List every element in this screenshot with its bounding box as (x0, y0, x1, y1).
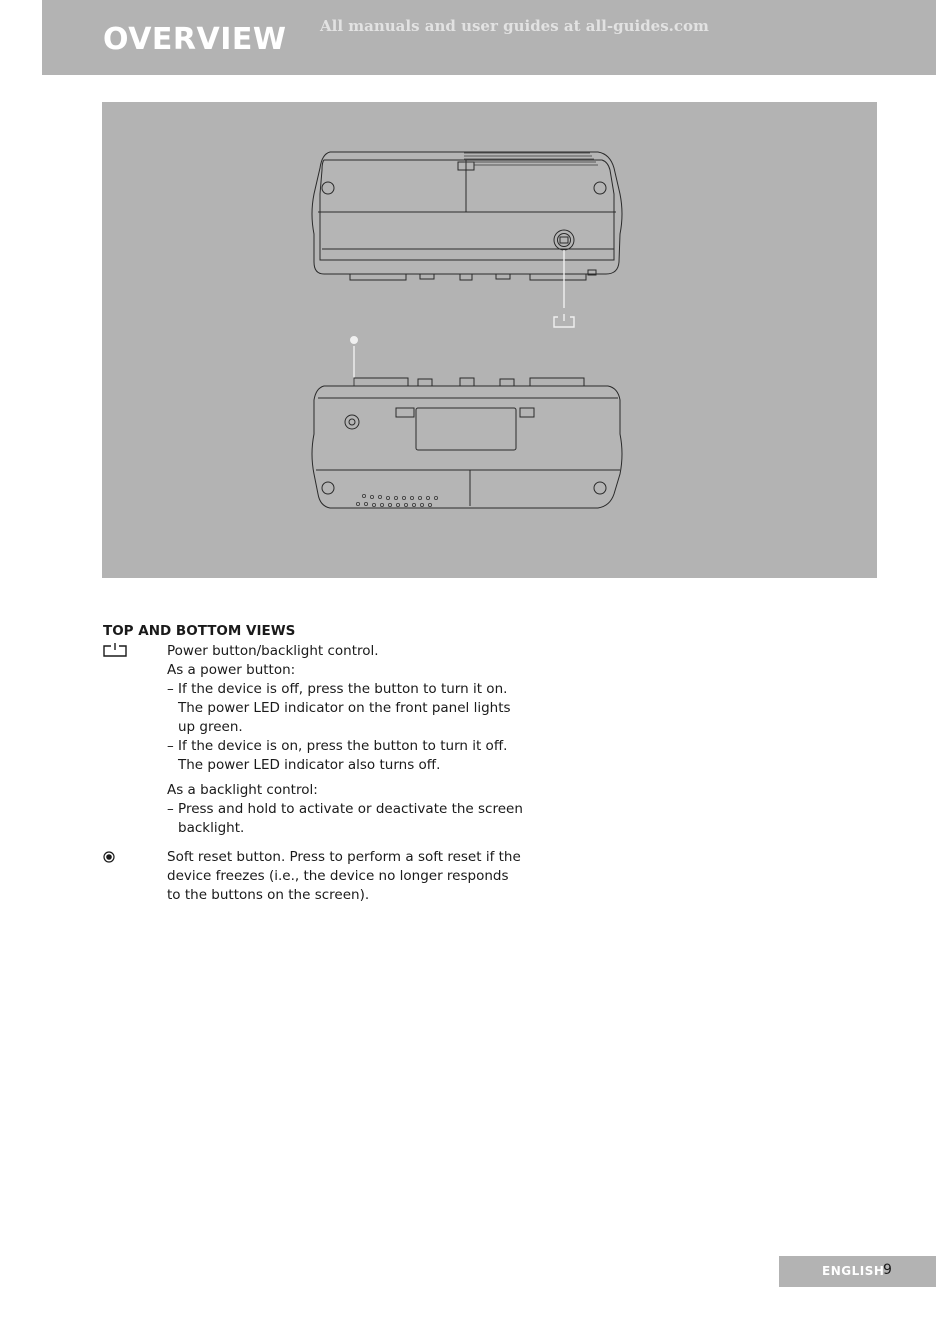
reset-button-entry (103, 848, 523, 905)
device-bottom-view (312, 337, 622, 509)
top-bottom-views-section (103, 622, 523, 905)
reset-description: Soft reset button. Press to perform a soft reset if the device freezes (i.e., the device no longer responds to the buttons on the screen). (167, 849, 521, 903)
device-illustration (102, 102, 877, 578)
power-button-entry (103, 642, 523, 838)
power-line: – If the device is on, press the button to turn it off. The power LED indicator also turns off. (167, 738, 508, 773)
power-button-icon (103, 642, 129, 664)
header-bar (42, 0, 936, 75)
device-top-view (312, 152, 622, 327)
power-line: As a backlight control: (167, 782, 318, 798)
page-number: 9 (883, 1262, 892, 1278)
watermark-text: All manuals and user guides at all-guides.com (320, 17, 709, 35)
power-button-description (167, 642, 523, 838)
power-line: Power button/backlight control. (167, 643, 379, 659)
device-illustration-panel (102, 102, 877, 578)
reset-button-icon (103, 848, 117, 870)
power-callout-icon (554, 314, 574, 327)
power-line: As a power button: (167, 662, 296, 678)
section-heading: TOP AND BOTTOM VIEWS (103, 623, 296, 639)
page-title: OVERVIEW (103, 22, 287, 57)
power-line: – If the device is off, press the button to turn it on. The power LED indicator on the front panel lights up green. (167, 681, 511, 735)
footer-bar (779, 1256, 936, 1287)
power-line: – Press and hold to activate or deactivate the screen backlight. (167, 801, 523, 836)
footer-language: ENGLISH (822, 1264, 885, 1278)
